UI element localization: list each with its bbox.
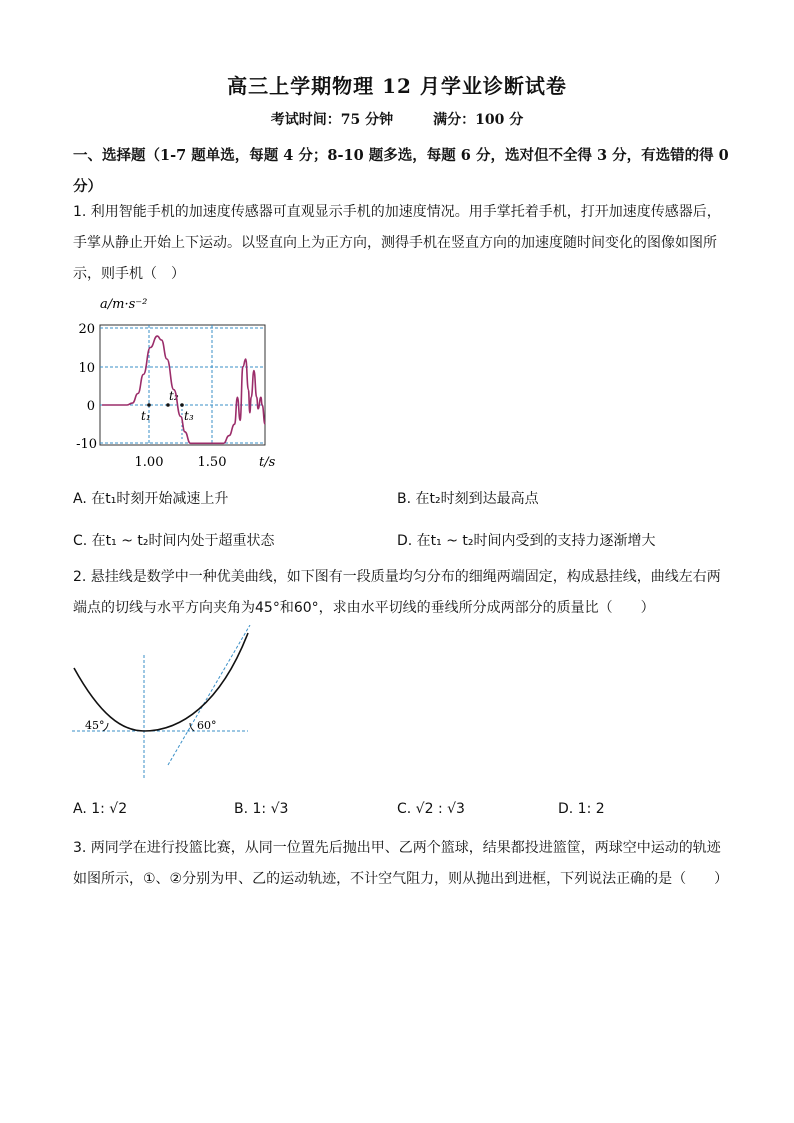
- q2-option-a[interactable]: A. 1: √2: [73, 801, 128, 817]
- marker-t3-point: [180, 403, 184, 407]
- q1-option-d[interactable]: D. 在t₁ ~ t₂时间内受到的支持力逐渐增大: [397, 533, 656, 549]
- y-tick-label: -10: [76, 437, 97, 452]
- q1-option-c[interactable]: C. 在t₁ ~ t₂时间内处于超重状态: [73, 533, 275, 549]
- q2-option-c[interactable]: C. √2 : √3: [397, 801, 465, 817]
- q1-option-b[interactable]: B. 在t₂时刻到达最高点: [397, 491, 539, 507]
- chart-ylabel-text: a/m·s⁻²: [100, 297, 148, 312]
- catenary-diagram: [60, 625, 260, 785]
- catenary-curve: [74, 633, 248, 731]
- y-tick-label: 0: [86, 399, 95, 414]
- marker-t1-label: t₁: [141, 409, 151, 423]
- q1-option-a[interactable]: A. 在t₁时刻开始减速上升: [73, 491, 229, 507]
- x-tick-label: 1.50: [197, 455, 227, 470]
- question-1-stem: 1. 利用智能手机的加速度传感器可直观显示手机的加速度情况。用手掌托着手机，打开加速度传感器后，手掌从静止开始上下运动。以竖直向上为正方向，测得手机在竖直方向的加速度随时间变化的图像如图所示，则手机（ ）: [73, 204, 721, 282]
- x-tick-label: 1.00: [134, 455, 164, 470]
- chart-ylabel: [100, 297, 147, 312]
- angle-label-45: 45°: [85, 719, 105, 732]
- full-score: 满分：100 分: [433, 112, 524, 128]
- y-tick-label: 20: [78, 322, 95, 337]
- page-title: 高三上学期物理 12 月学业诊断试卷: [227, 74, 567, 98]
- acceleration-chart: [73, 290, 278, 475]
- right-tangent-line: [168, 625, 250, 765]
- section-heading: 一、选择题（1-7 题单选，每题 4 分；8-10 题多选，每题 6 分，选对但不全得 3 分，有选错的得 0 分）: [73, 147, 729, 195]
- chart-xlabel: t/s: [259, 455, 276, 470]
- marker-t1-point: [147, 403, 151, 407]
- question-3-stem: 3. 两同学在进行投篮比赛，从同一位置先后抛出甲、乙两个篮球，结果都投进篮筐，两球空中运动的轨迹如图所示，①、②分别为甲、乙的运动轨迹，不计空气阻力，则从抛出到进框，下列说法正确的是（ ）: [73, 840, 729, 887]
- angle-label-60: 60°: [197, 719, 217, 732]
- marker-t2-point: [166, 403, 170, 407]
- q2-option-b[interactable]: B. 1: √3: [234, 801, 289, 817]
- series-line-a: [102, 336, 265, 443]
- marker-t2-label: t₂: [169, 389, 179, 403]
- q2-option-d[interactable]: D. 1: 2: [558, 801, 605, 817]
- marker-t3-label: t₃: [184, 409, 194, 423]
- y-tick-label: 10: [78, 361, 95, 376]
- exam-time: 考试时间：75 分钟: [270, 112, 394, 128]
- exam-info: [0, 109, 794, 129]
- question-2-stem: 2. 悬挂线是数学中一种优美曲线，如下图有一段质量均匀分布的细绳两端固定，构成悬挂线，曲线左右两端点的切线与水平方向夹角为45°和60°，求由水平切线的垂线所分成两部分的质量比（ ）: [73, 569, 721, 616]
